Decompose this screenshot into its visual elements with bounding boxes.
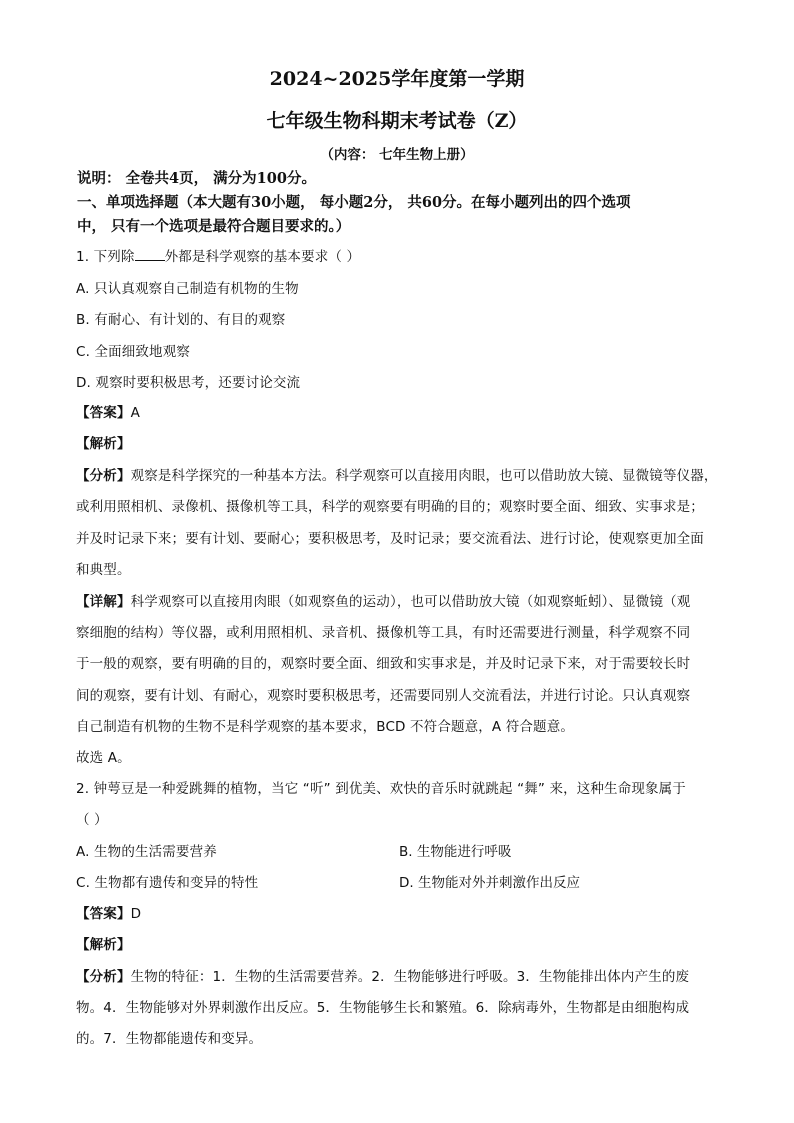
section-heading-line2: 中， 只有一个选项是最符合题目要求的。）	[77, 218, 351, 235]
q1-xiangjie-line-1	[76, 590, 690, 610]
q1-fenxi-tag: 【分析】	[76, 468, 131, 484]
q1-answer	[76, 401, 140, 421]
q1-option-d: D. 观察时要积极思考，还要讨论交流	[76, 375, 301, 391]
q2-fenxi-tag: 【分析】	[76, 969, 131, 985]
q2-answer-tag: 【答案】	[76, 906, 131, 922]
title-year: 2024~2025学年度第一学期	[269, 68, 525, 90]
q1-fenxi-line-3: 并及时记录下来；要有计划、要耐心；要积极思考，及时记录；要交流看法、进行讨论，使观察更加全面	[76, 531, 704, 547]
q1-xiangjie-text-1: 科学观察可以直接用肉眼（如观察鱼的运动），也可以借助放大镜（如观察蚯蚓）、显微镜（观	[130, 594, 691, 610]
q2-fenxi-text-1: 生物的特征：1．生物的生活需要营养。2．生物能够进行呼吸。3．生物能排出体内产生的废	[130, 969, 690, 985]
q2-analysis-heading	[76, 933, 131, 953]
q2-fenxi-line-1	[76, 965, 689, 985]
q1-xiangjie-line-4: 间的观察，要有计划、有耐心，观察时要积极思考，还需要同别人交流看法，并进行讨论。只认真观察	[76, 688, 691, 704]
q2-analysis-tag: 【解析】	[76, 937, 131, 953]
title-exam: 七年级生物科期末考试卷（Z）	[266, 110, 528, 132]
content-note: （内容： 七年生物上册）	[320, 147, 474, 163]
q2-stem-line-2: （ ）	[76, 812, 108, 828]
q1-option-a: A. 只认真观察自己制造有机物的生物	[76, 281, 299, 297]
q2-option-c: C. 生物都有遗传和变异的特性	[76, 875, 259, 891]
q1-conclusion: 故选 A。	[76, 750, 131, 766]
q1-fenxi-line-4: 和典型。	[76, 562, 131, 578]
q1-answer-value: A	[130, 405, 140, 421]
q1-xiangjie-tag: 【详解】	[76, 594, 131, 610]
exam-instructions: 说明： 全卷共4页， 满分为100分。	[77, 170, 316, 187]
q1-fenxi-line-1	[76, 464, 718, 484]
q1-xiangjie-line-3: 于一般的观察，要有明确的目的，观察时要全面、细致和实事求是，并及时记录下来，对于需要较长时	[76, 656, 691, 672]
q1-fenxi-line-2: 或利用照相机、录像机、摄像机等工具，科学的观察要有明确的目的；观察时要全面、细致、实事求是；	[76, 499, 704, 515]
q2-option-a: A. 生物的生活需要营养	[76, 844, 217, 860]
q2-option-b: B. 生物能进行呼吸	[399, 844, 512, 860]
q2-fenxi-line-2: 物。4．生物能够对外界刺激作出反应。5．生物能够生长和繁殖。6．除病毒外，生物都是由细胞构成	[76, 1000, 690, 1016]
q1-stem	[76, 245, 360, 265]
q2-fenxi-line-3: 的。7．生物都能遗传和变异。	[76, 1031, 263, 1047]
q1-analysis-tag: 【解析】	[76, 436, 131, 452]
q2-answer-value: D	[130, 906, 142, 922]
q1-blank	[135, 248, 165, 261]
q1-option-c: C. 全面细致地观察	[76, 344, 191, 360]
q1-answer-tag: 【答案】	[76, 405, 131, 421]
section-heading-line1: 一、单项选择题（本大题有30小题， 每小题2分， 共60分。在每小题列出的四个选项	[77, 194, 631, 211]
q1-xiangjie-line-2: 察细胞的结构）等仪器，或利用照相机、录音机、摄像机等工具，有时还需要进行测量，科学观察不同	[76, 625, 691, 641]
q1-xiangjie-line-5: 自己制造有机物的生物不是科学观察的基本要求，BCD 不符合题意，A 符合题意。	[76, 719, 575, 735]
q1-stem-post: 外都是科学观察的基本要求（ ）	[164, 249, 361, 265]
q1-fenxi-text-1: 观察是科学探究的一种基本方法。科学观察可以直接用肉眼，也可以借助放大镜、显微镜等仪器，	[130, 468, 718, 484]
q2-option-d: D. 生物能对外并刺激作出反应	[399, 875, 580, 891]
q1-analysis-heading	[76, 432, 131, 452]
q2-answer	[76, 902, 141, 922]
q1-stem-pre: 1. 下列除	[76, 249, 135, 265]
q2-stem-line-1: 2. 钟萼豆是一种爱跳舞的植物，当它 “听” 到优美、欢快的音乐时就跳起 “舞” 来，这种生命现象属于	[76, 781, 686, 797]
q1-option-b: B. 有耐心、有计划的、有目的观察	[76, 312, 286, 328]
